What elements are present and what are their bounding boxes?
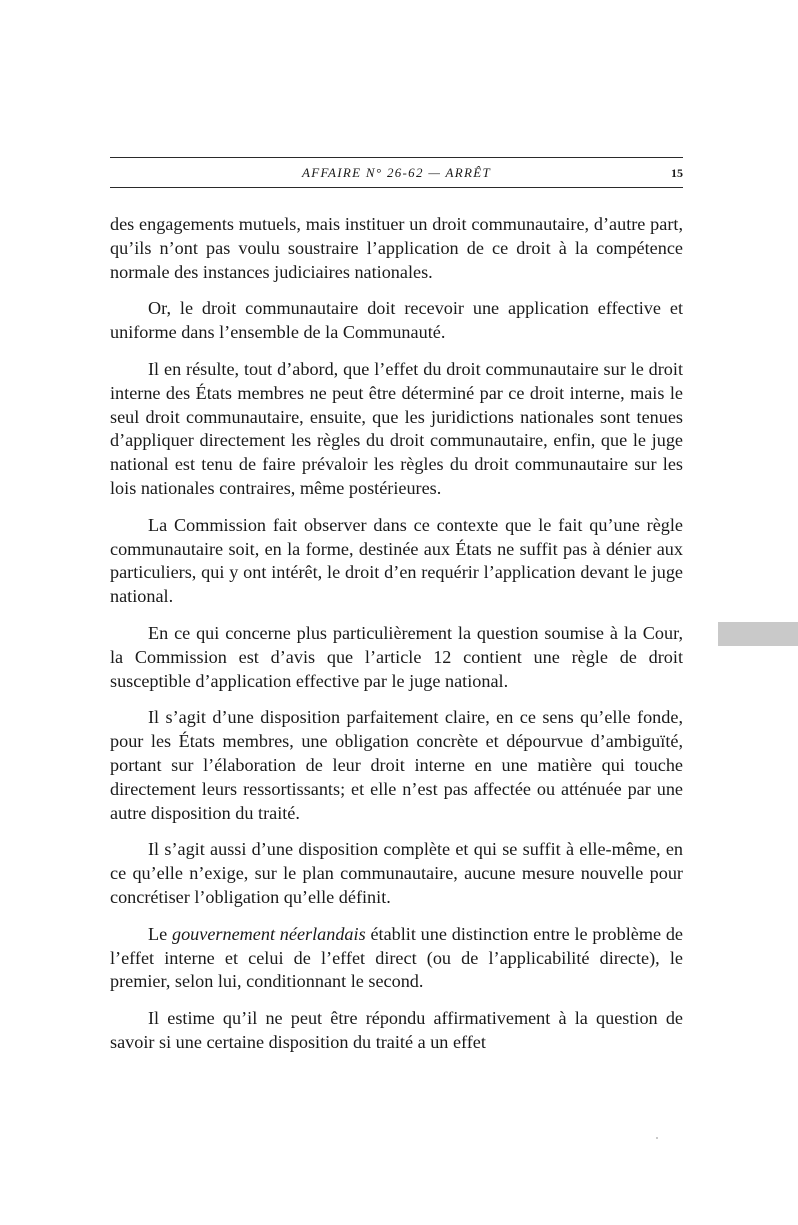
paragraph-2: Or, le droit communautaire doit recevoir une application effective et uniforme dans l’ensemble de la Communauté. — [110, 298, 683, 343]
paragraph-8-rest: établit une distinction entre le problème de l’effet interne et celui de l’effet direct (ou de l’applicabilité directe), le premier, selon lui, conditionnant le second. — [110, 923, 683, 992]
paragraph-3: Il en résulte, tout d’abord, que l’effet du droit communautaire sur le droit interne des États membres ne peut être déterminé par ce droit interne, mais le seul droit communautaire, ensuite, que les juridictions nationales sont tenues d’appliquer directement les règles du droit communautaire, enfin, que le juge national est tenu de faire prévaloir les règles du droit communautaire sur les lois nationales contraires, même postérieures. — [110, 358, 683, 498]
header-top-rule — [110, 157, 683, 158]
paragraph-8-emphasis: gouvernement néerlandais — [171, 923, 366, 944]
paragraph-1: des engagements mutuels, mais instituer un droit communautaire, d’autre part, qu’ils n’ont pas voulu soustraire l’application de ce droit à la compétence normale des instances judiciaires nationales. — [110, 214, 683, 282]
paragraph-8 — [110, 923, 683, 994]
running-title: AFFAIRE N° 26-62 — ARRÊT — [301, 165, 491, 180]
paragraph-6: Il s’agit d’une disposition parfaitement claire, en ce sens qu’elle fonde, pour les États membres, une obligation concrète et dépourvue d’ambiguïté, portant sur l’élaboration de leur droit interne en une matière qui touche directement leurs ressortissants; et elle n’est pas affectée ou atténuée par une autre disposition du traité. — [110, 707, 683, 823]
paragraph-8-lead: Le — [148, 923, 172, 944]
header-bottom-rule — [110, 187, 683, 188]
paragraph-4: La Commission fait observer dans ce contexte que le fait qu’une règle communautaire soit, en la forme, destinée aux États ne suffit pas à dénier aux particuliers, qui y ont intérêt, le droit d’en requérir l’application devant le juge national. — [110, 514, 683, 607]
document-body — [110, 213, 683, 1068]
paragraph-9: Il estime qu’il ne peut être répondu affirmativement à la question de savoir si une certaine disposition du traité a un effet — [110, 1008, 683, 1052]
paragraph-7: Il s’agit aussi d’une disposition complète et qui se suffit à elle-même, en ce qu’elle n’exige, sur le plan communautaire, aucune mesure nouvelle pour concrétiser l’obligation qu’elle définit. — [110, 839, 683, 907]
scan-speck — [656, 1137, 658, 1139]
paragraph-5: En ce qui concerne plus particulièrement la question soumise à la Cour, la Commission est d’avis que l’article 12 contient une règle de droit susceptible d’application effective par le juge national. — [110, 622, 683, 691]
margin-tab-marker — [718, 622, 798, 646]
page-number: 15 — [671, 166, 683, 180]
